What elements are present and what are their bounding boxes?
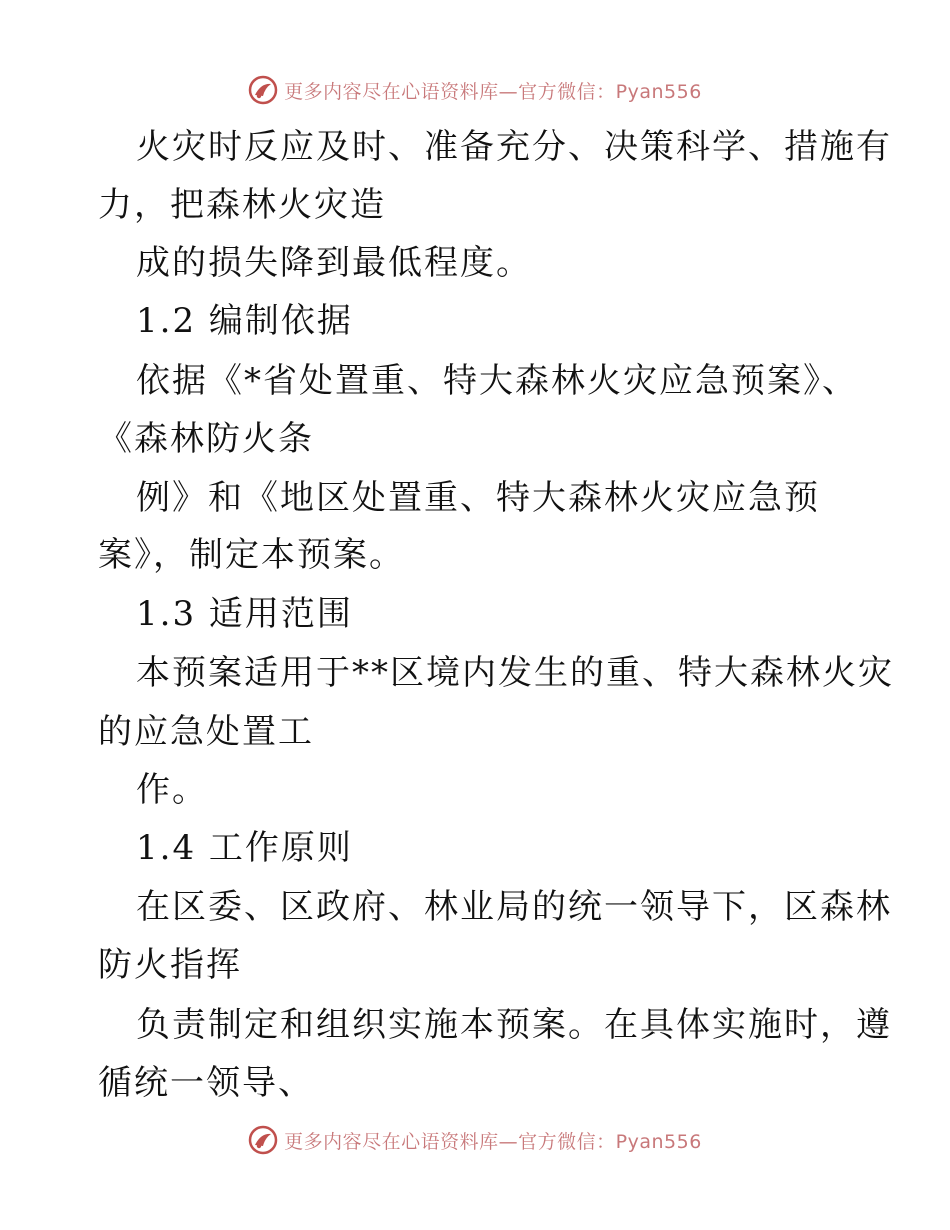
section-heading: 1.2 编制依据 [136,301,353,341]
section-heading: 1.3 适用范围 [136,594,353,634]
text-line: 循统一领导、 [98,1063,314,1103]
text-line: 火灾时反应及时、准备充分、决策科学、措施有 [136,127,892,167]
footer-watermark [0,1120,950,1160]
brand-logo-icon [248,1125,278,1155]
text-line: 作。 [136,770,208,810]
text-line: 的应急处置工 [98,712,314,752]
section-heading: 1.4 工作原则 [136,828,353,868]
text-line: 在区委、区政府、林业局的统一领导下，区森林 [136,887,892,927]
text-line: 例》和《地区处置重、特大森林火灾应急预 [136,478,820,518]
text-line: 负责制定和组织实施本预案。在具体实施时，遵 [136,1005,892,1045]
text-line: 《森林防火条 [98,419,314,459]
header-watermark [0,70,950,110]
text-line: 力，把森林火灾造 [98,185,386,225]
brand-logo-icon [248,75,278,105]
text-line: 依据《*省处置重、特大森林火灾应急预案》、 [136,361,858,401]
watermark-text: 更多内容尽在心语资料库—官方微信：Pyan556 [284,80,702,103]
text-line: 成的损失降到最低程度。 [136,243,532,283]
watermark-text: 更多内容尽在心语资料库—官方微信：Pyan556 [284,1130,702,1153]
text-line: 案》，制定本预案。 [98,535,405,575]
text-line: 本预案适用于**区境内发生的重、特大森林火灾 [136,653,894,693]
text-line: 防火指挥 [98,945,242,985]
